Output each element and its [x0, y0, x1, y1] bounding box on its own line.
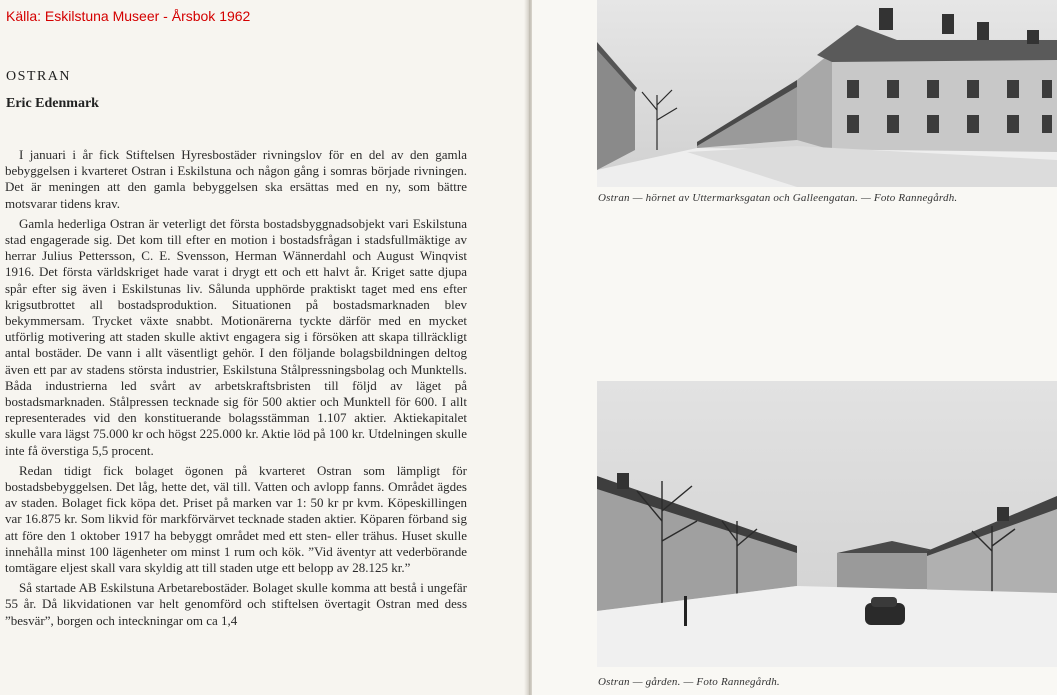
article-title: OSTRAN	[6, 69, 72, 84]
article-body	[5, 147, 467, 633]
source-note: Källa: Eskilstuna Museer - Årsbok 1962	[6, 8, 251, 24]
article-author: Eric Edenmark	[6, 96, 99, 111]
paragraph: Redan tidigt fick bolaget ögonen på kvarteret Ostran som lämpligt för bostadsbebyggelsen. Det låg, hette det, väl till. Vatten och avlopp fanns. Området ägdes av staden. Bolaget fick köpa det. Priset på marken var 1: 50 kr pr kvm. Köpeskillingen var 16.875 kr. Som likvid för markförvärvet tecknade staden aktier. Köparen förband sig att före den 1 oktober 1917 ha bebyggt området med ett sten- eller trähus. Huset skulle innehålla minst 100 lägenheter om minst 1 rum och kök. ”Vid äventyr att vederbörande tomtägare eljest skall vara skyldig att till staden utge ett belopp av 28.125 kr.”	[5, 462, 467, 576]
photo-courtyard	[597, 381, 1057, 667]
photo-street-corner	[597, 0, 1057, 187]
paragraph: Så startade AB Eskilstuna Arbetarebostäder. Bolaget skulle komma att bestå i ungefär 55 år. Då likvidationen var helt genomförd och stiftelsen övertagit Ostran med dess ”besvär”, borgen och inteckningar om ca 1,4	[5, 580, 467, 628]
paragraph: I januari i år fick Stiftelsen Hyresbostäder rivningslov för en del av den gamla bebyggelsen i kvarteret Ostran i Eskilstuna och någon gång i somras började rivningen. Det är meningen att den gamla bebyggelsen ska ersättas med en ny, som bättre motsvarar tidens krav.	[5, 147, 467, 211]
photo-caption: Ostran — hörnet av Uttermarksgatan och Galleengatan. — Foto Rannegårdh.	[598, 192, 958, 204]
paragraph: Gamla hederliga Ostran är veterligt det första bostadsbyggnadsobjekt vari Eskilstuna stad engagerade sig. Det kom till efter en motion i bostadsfrågan i stadsfullmäktige av herrar Julius Pettersson, C. E. Svensson, Herman Wännerdahl och August Winqvist 1916. Det första världskriget hade varat i drygt ett och ett halvt år. Kriget satte djupa spår efter sig även i Eskilstunas liv. Sålunda upphörde praktiskt taget med ens efter krigsutbrottet all bostadsproduktion. Situationen på bostadsmarknaden blev bekymmersam. Trycket växte snabbt. Motionärerna tyckte därför med en mycket utförlig motivering att staden skulle aktivt engagera sig i försöken att skapa tillräckligt antal bostäder. De vann i allt väsentligt gehör. I den följande bolagsbildningen deltog även ett par av stadens största industrier, Eskilstuna Stålpressningsbolag och Munktells. Båda industrierna led svårt av arbetskraftsbristen till följd av läget på bostadsmarknaden. Stålpressen tecknade sig för 500 aktier och Munktell för 600. I allt representerades vid den konstituerande bolagsstämman 1.107 aktier. Aktiekapitalet skulle vara lägst 75.000 kr och högst 225.000 kr. Aktie löd på 100 kr. Utdelningen skulle inte få överstiga 5,5 procent.	[5, 215, 467, 458]
photo-caption: Ostran — gården. — Foto Rannegårdh.	[598, 676, 780, 688]
